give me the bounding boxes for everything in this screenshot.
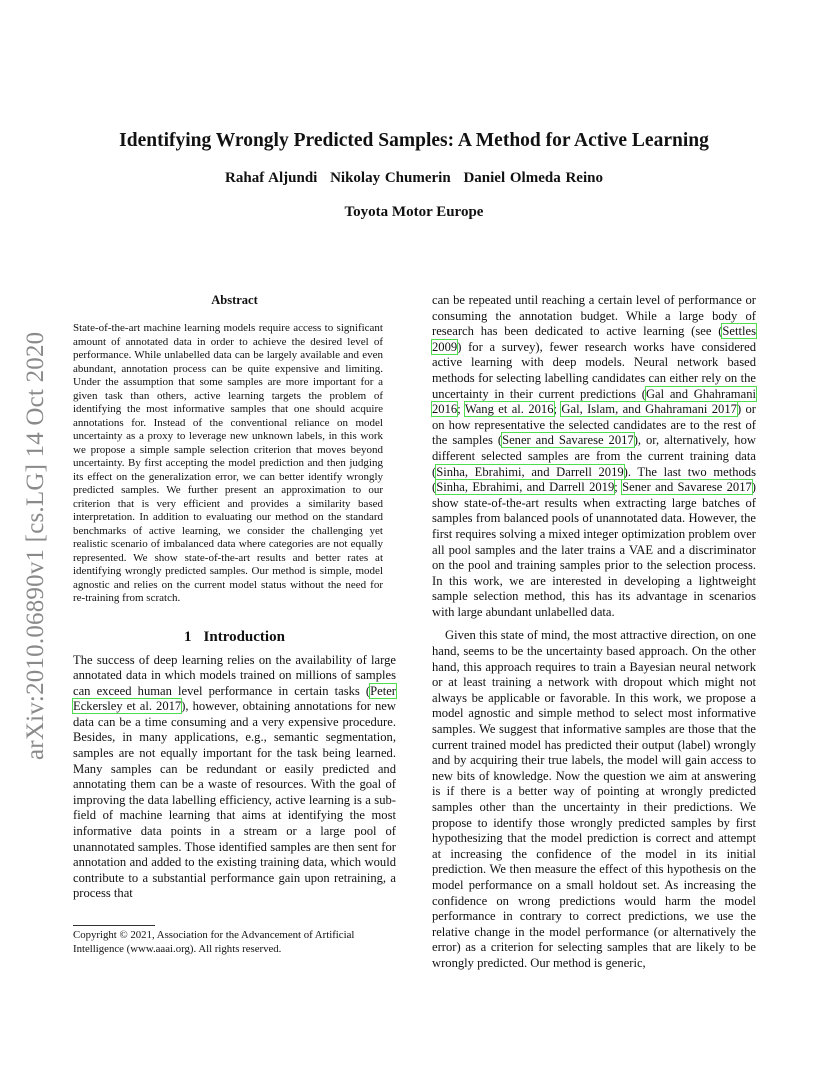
left-column [73,293,396,902]
body-paragraph: Given this state of mind, the most attractive direction, on one hand, seems to be the uncertainty based approach. On the other hand, this approach requires to train a Bayesian neural network or at least training a network with dropout which might not always be applicable or favorable. In this work, we propose a model agnostic and simple method to select most informative samples. We suggest that informative samples are those that the current trained model has predicted their output (label) wrongly and by acquiring their true labels, the model will gain access to new bits of knowledge. Now the question we aim at answering is if there is a better way of pointing at wrongly predicted samples other than the uncertainty in their predictions. We propose to identify those wrongly predicted samples by first hypothesizing that the model prediction is correct and attempt at increasing the confidence of the model in its initial prediction. We then measure the effect of this hypothesis on the model performance on a small holdout set. As increasing the confidence on wrong predictions would harm the model performance in contrary to correct predictions, we use the relative change in the model performance (or alternatively the error) as a criterion for selecting samples that are likely to be wrongly predicted. Our method is generic, [432,628,756,970]
affiliation: Toyota Motor Europe [344,204,484,220]
section-number: 1 [184,628,192,645]
arxiv-id[interactable]: arXiv:2010.06890v1 [cs.LG] 14 Oct 2020 [22,331,49,760]
text-run: ) for a survey), fewer research works have considered active learning with deep models. Neural network based methods for selecting labelling candidates can either rely on the uncertainty in their current predictions ( [432,339,756,401]
citation-link[interactable]: Sinha, Ebrahimi, and Darrell 2019 [436,480,615,495]
author-list [0,170,828,187]
citation-link[interactable]: Sinha, Ebrahimi, and Darrell 2019 [436,464,624,479]
text-run: ), or, alternatively, how different selected samples are from the current training data ( [432,433,757,479]
abstract-heading: Abstract [211,293,258,307]
citation-link[interactable]: Wang et al. 2016 [464,402,554,417]
author-name: Rahaf Aljundi [225,170,318,186]
author-name: Daniel Olmeda Reino [463,170,603,186]
abstract-text: State-of-the-art machine learning models require access to significant amount of annotated data in order to achieve the desired level of performance. While unlabelled data can be largely available and even abundant, annotation process can be quite expensive and limiting. Under the assumption that some samples are more important for a given task than others, active learning targets the problem of identifying the most informative samples that one should acquire annotations for. Instead of the conventional reliance on model uncertainty as a proxy to leverage new unknown labels, in this work we propose a simple sample selection criterion that moves beyond uncertainty. By first accepting the model prediction and then judging its effect on the generalization error, we can better identify wrongly predicted samples. We further present an approximation to our criterion that is very efficient and provides a similarity based interpretation. In addition to evaluating our method on the standard benchmarks of active learning, we consider the challenging yet realistic scenario of imbalanced data where categories are not equally represented. We show state-of-the-art results and better rates at identifying wrongly predicted samples. Our method is simple, model agnostic and relies on the current model status without the need for re-training from scratch. [73,322,383,604]
text-run: ) or on how representative the selected candidates are to the rest of the samples ( [432,402,756,448]
text-run: ). The last two methods ( [432,464,756,495]
intro-paragraph-continued [432,293,756,620]
citation-link[interactable]: Gal and Ghahramani 2016 [432,386,756,417]
copyright-footnote: Copyright © 2021, Association for the Advancement of Artificial Intelligence (www.aaai.org). All rights reserved. [73,929,355,955]
citation-link[interactable]: Sener and Savarese 2017 [622,480,752,495]
section-title: Introduction [203,628,285,645]
text-run: ; [553,402,562,417]
intro-paragraph [73,653,396,903]
paper-title: Identifying Wrongly Predicted Samples: A Method for Active Learning [119,130,709,151]
citation-link[interactable]: Sener and Savarese 2017 [502,433,634,448]
footnote-rule [73,925,155,926]
text-run: can be repeated until reaching a certain level of performance or consuming the annotation budget. While a large body of research has been dedicated to active learning (see ( [432,293,756,339]
citation-link[interactable]: Peter Eckersley et al. 2017 [73,683,396,714]
text-run: ) show state-of-the-art results when extracting large batches of samples from balanced pools of unannotated data. However, the first requires solving a mixed integer optimization problem over all pool samples and the later trains a VAE and a discriminator on the pool and training samples prior to the selection process. In this work, we are interested in developing a lightweight sample selection method, this has its advantage in scenarios with large abundant unlabelled data. [432,480,756,619]
text-run: ; [457,402,465,417]
arxiv-stamp [18,290,58,760]
citation-link[interactable]: Gal, Islam, and Ghahramani 2017 [561,402,737,417]
citation-link[interactable]: Settles 2009 [432,324,756,354]
text-run: The success of deep learning relies on the availability of large annotated data in which models trained on millions of samples can exceed human level performance in certain tasks ( [73,652,396,698]
section-heading [73,629,396,646]
author-name: Nikolay Chumerin [330,170,451,186]
text-run: ), however, obtaining annotations for new data can be a time consuming and a very expensive procedure. Besides, in many applications, e.g., semantic segmentation, samples are not equally important for the task being learned. Many samples can be redundant or easily predicted and annotating them can be a waste of resources. With the goal of improving the data labelling efficiency, active learning is a sub-field of machine learning that aims at identifying the most informative data points in a stream or a large pool of unannotated samples. Those identified samples are then sent for annotation and added to the existing training data, which would contribute to a substantial performance gain upon retraining, a process that [73,699,396,901]
text-run: ; [614,480,623,495]
right-column [432,293,756,972]
